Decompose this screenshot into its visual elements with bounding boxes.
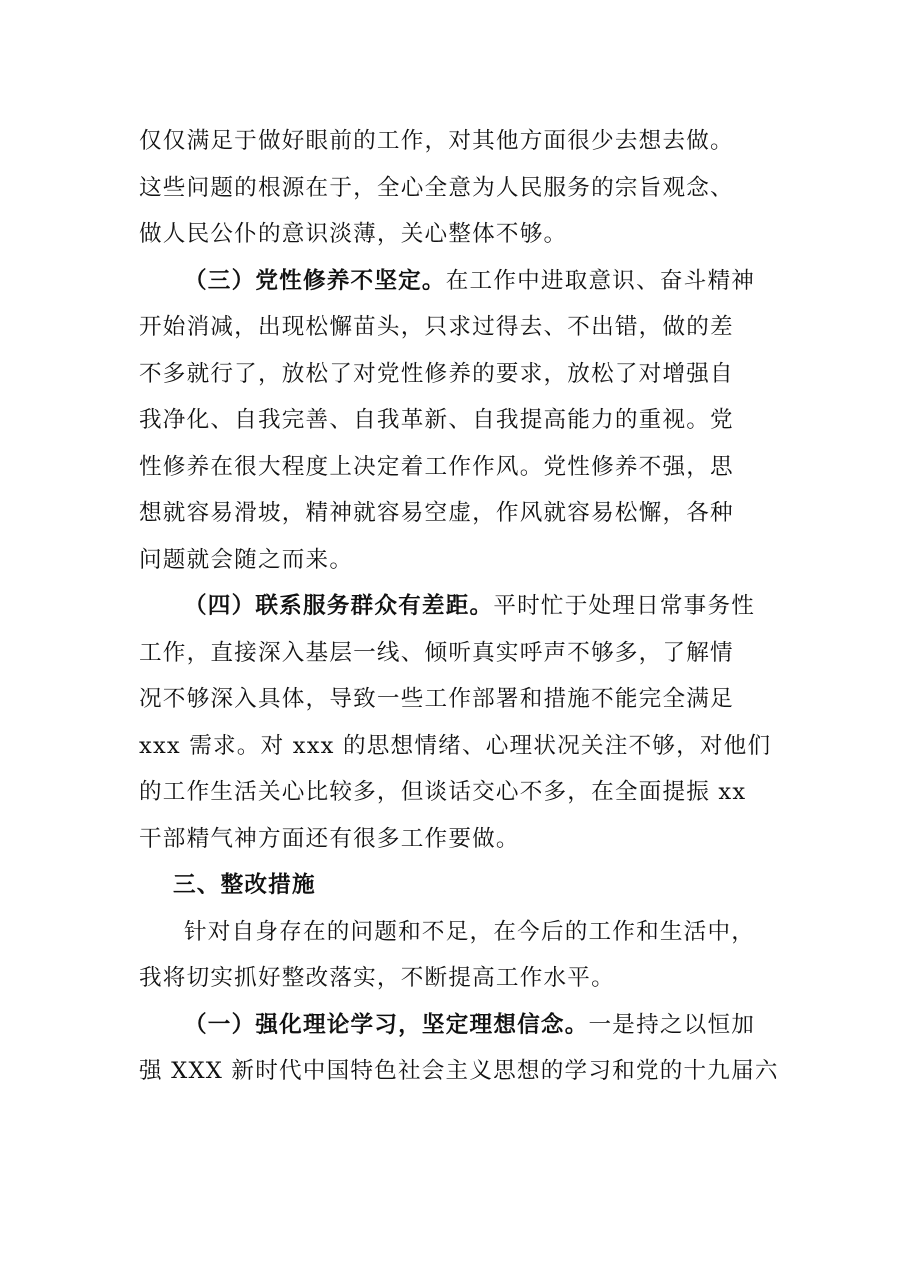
paragraph-first-line bbox=[139, 583, 775, 630]
text-run: 平时忙于处理日常事务性 bbox=[493, 593, 756, 619]
paragraph-first-line bbox=[139, 258, 775, 305]
section-lead-heading: （一）强化理论学习，坚定理想信念。 bbox=[184, 1011, 589, 1038]
section-heading: 三、整改措施 bbox=[173, 872, 316, 898]
text-line: 况不够深入具体，导致一些工作部署和措施不能完全满足 bbox=[139, 686, 734, 712]
text-line: 针对自身存在的问题和不足，在今后的工作和生活中， bbox=[184, 918, 756, 945]
text-line: 强 XXX 新时代中国特色社会主义思想的学习和党的十九届六 bbox=[139, 1058, 779, 1084]
text-line: 我将切实抓好整改落实，不断提高工作水平。 bbox=[139, 965, 615, 991]
section-lead-heading: （三）党性修养不坚定。 bbox=[184, 267, 446, 294]
text-run: 一是持之以恒加 bbox=[588, 1011, 756, 1038]
text-line: 工作，直接深入基层一线、倾听真实呼声不够多，了解情 bbox=[139, 639, 734, 666]
text-line: 这些问题的根源在于，全心全意为人民服务的宗旨观念、 bbox=[139, 174, 734, 201]
text-line: 我净化、自我完善、自我革新、自我提高能力的重视。党 bbox=[139, 407, 734, 433]
section-lead-heading: （四）联系服务群众有差距。 bbox=[184, 593, 494, 619]
text-run: 在工作中进取意识、奋斗精神 bbox=[445, 267, 756, 294]
text-line: 性修养在很大程度上决定着工作作风。党性修养不强，思 bbox=[139, 453, 734, 480]
text-line: 不多就行了，放松了对党性修养的要求，放松了对增强自 bbox=[139, 360, 734, 387]
text-line: 开始消减，出现松懈苗头，只求过得去、不出错，做的差 bbox=[139, 314, 734, 340]
paragraph-first-line bbox=[139, 1002, 775, 1049]
text-line: 仅仅满足于做好眼前的工作，对其他方面很少去想去做。 bbox=[139, 128, 734, 154]
text-line: 的工作生活关心比较多，但谈话交心不多，在全面提振 xx bbox=[139, 779, 747, 805]
text-line: 做人民公仆的意识淡薄，关心整体不够。 bbox=[139, 221, 568, 247]
text-line: xxx 需求。对 xxx 的思想情绪、心理状况关注不够，对他们 bbox=[139, 732, 772, 759]
text-line: 干部精气神方面还有很多工作要做。 bbox=[139, 825, 520, 852]
text-line: 想就容易滑坡，精神就容易空虚，作风就容易松懈，各种 bbox=[139, 500, 734, 526]
text-line: 问题就会随之而来。 bbox=[139, 546, 354, 573]
document-body bbox=[139, 118, 779, 1095]
